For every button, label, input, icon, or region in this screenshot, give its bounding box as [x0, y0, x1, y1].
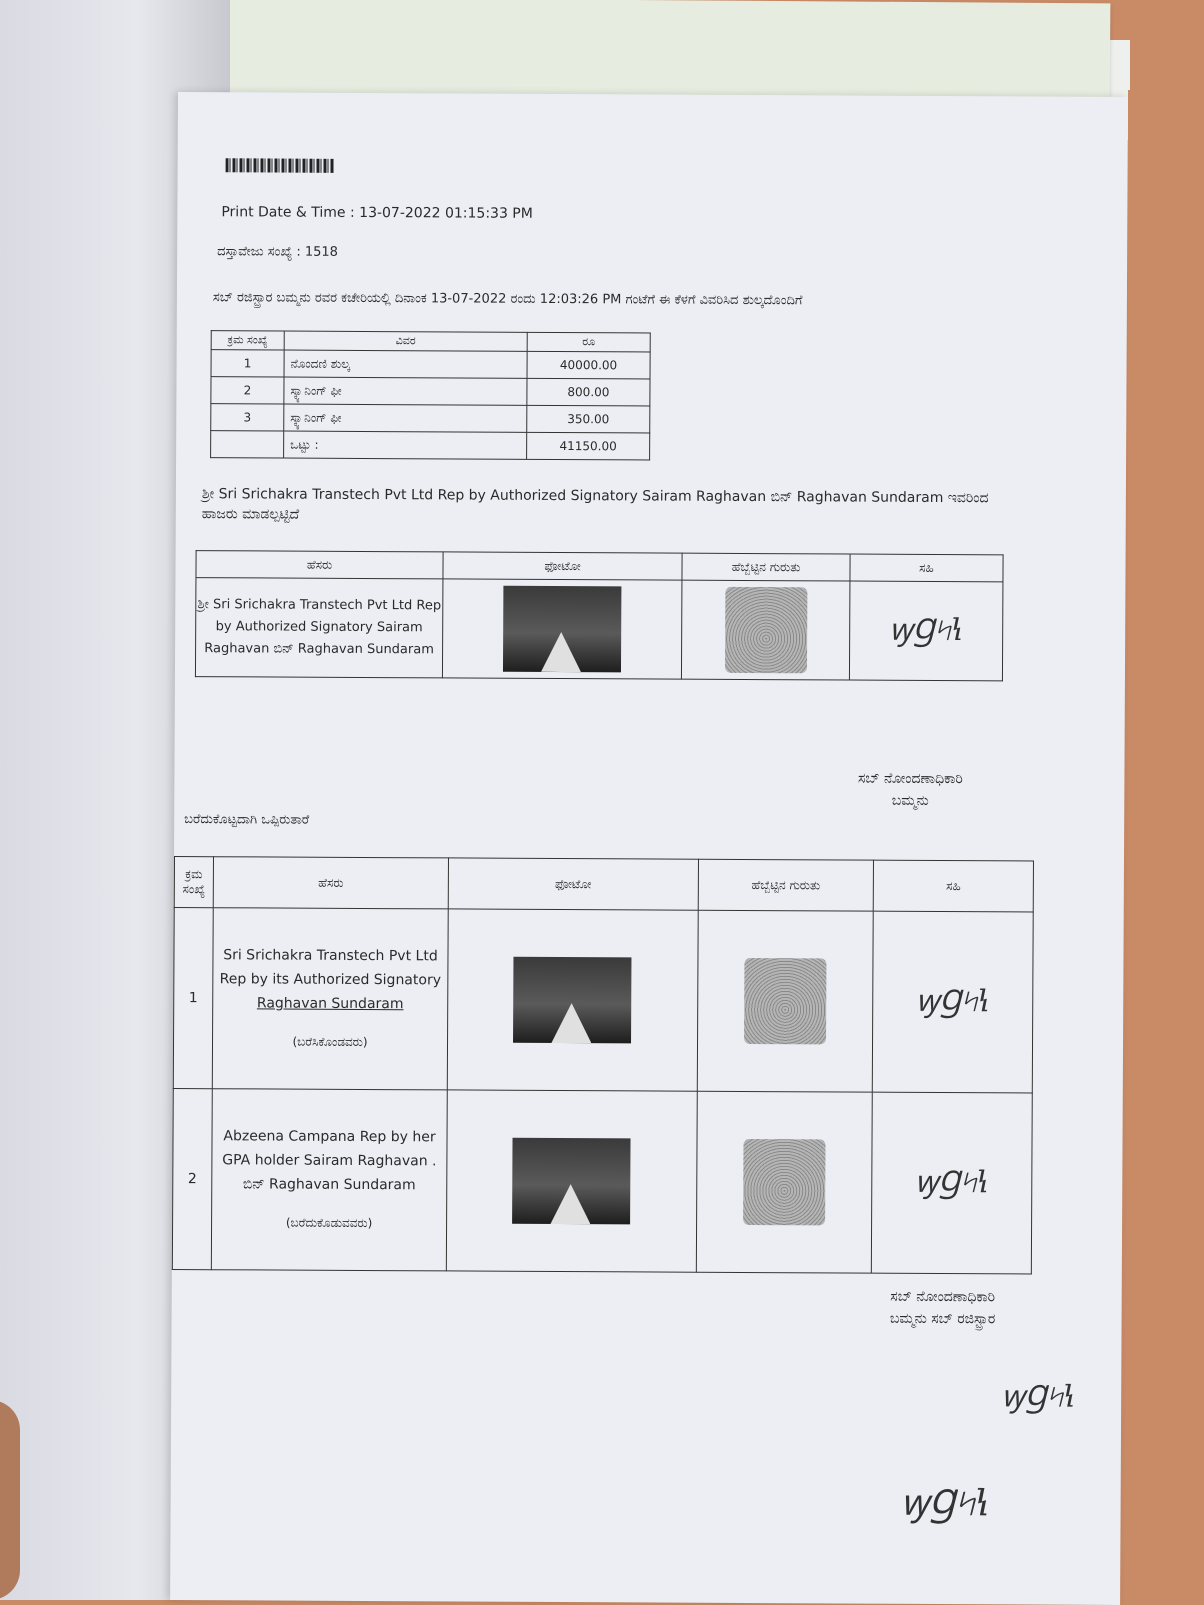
total-label: ಒಟ್ಟು : — [284, 431, 527, 459]
table-row — [211, 404, 650, 433]
presenter-table — [195, 550, 1004, 681]
col-description: ವಿವರ — [284, 331, 527, 351]
table-row — [211, 350, 650, 379]
total-row — [211, 431, 650, 460]
seal-line-1: ಸಬ್ ನೋಂದಣಾಧಿಕಾರಿ — [890, 1288, 996, 1306]
registrar-seal — [810, 767, 1010, 812]
name-line: Sri Srichakra Transtech Pvt Ltd — [223, 947, 438, 965]
total-blank — [211, 431, 284, 458]
col-photo: ಫೋಟೋ — [443, 552, 682, 580]
signature-cell — [872, 911, 1033, 1093]
margin-signature: ꝡꞬ৸ꝇ — [900, 1482, 991, 1525]
col-name: ಹೆಸರು — [213, 857, 448, 909]
presented-by-statement: ಶ್ರೀ Sri Srichakra Transtech Pvt Ltd Rep by Authorized Signatory Sairam Raghavan ಬಿನ್ Raghavan Sundaram ಇವರಿಂದ ಹಾಜರು ಮಾಡಲ್ಪಟ್ಟಿದೆ — [201, 486, 989, 523]
row-description: ಸ್ಕ್ಯಾನಿಂಗ್ ಫೀ — [284, 377, 527, 405]
presenter-name: ಶ್ರೀ Sri Srichakra Transtech Pvt Ltd Rep by Authorized Signatory Sairam Raghavan ಬಿನ್ Raghavan Sundaram — [195, 578, 443, 678]
signature: ꝡꞬ৸ꝇ — [914, 1164, 990, 1200]
photo-cell — [442, 579, 682, 679]
barcode — [226, 158, 334, 173]
presenter-header — [196, 551, 1003, 582]
signature-cell — [872, 1092, 1033, 1274]
table-row — [172, 1088, 1032, 1273]
executed-label: ಬರೆದುಕೊಟ್ಟದಾಗಿ ಒಪ್ಪಿರುತಾರೆ — [184, 812, 310, 828]
name-line: Rep by its Authorized Signatory — [219, 971, 442, 989]
executants-table — [172, 856, 1034, 1274]
table-row — [173, 907, 1033, 1092]
col-name: ಹೆಸರು — [196, 551, 443, 579]
row-amount: 350.00 — [527, 405, 650, 433]
executant-name — [212, 908, 448, 1090]
fee-table-header — [211, 331, 650, 352]
person-photo — [513, 957, 631, 1044]
col-amount: ರೂ — [527, 332, 650, 352]
name-line: Abzeena Campana Rep by her — [223, 1128, 436, 1146]
seal-line-2: ಬಮ್ಮನು ಸಬ್ ರಜಿಸ್ಟ್ರಾರ — [889, 1310, 996, 1328]
thumbprint-cell — [696, 1091, 872, 1273]
total-amount: 41150.00 — [527, 432, 650, 460]
row-amount: 800.00 — [527, 378, 650, 406]
row-number: 1 — [211, 350, 284, 377]
thumbprint-cell — [697, 910, 873, 1092]
seal-line-1: ಸಬ್ ನೋಂದಣಾಧಿಕಾರಿ — [857, 770, 963, 788]
col-signature: ಸಹಿ — [850, 554, 1003, 582]
desk-background — [1128, 90, 1204, 1600]
row-number: 2 — [211, 377, 284, 404]
person-photo — [512, 1138, 630, 1225]
table-row — [195, 578, 1003, 681]
executants-header — [174, 856, 1033, 911]
photo-cell — [447, 909, 698, 1091]
col-serial: ಕ್ರಮ ಸಂಖ್ಯೆ — [211, 331, 284, 350]
row-description: ಸ್ಕ್ಯಾನಿಂಗ್ ಫೀ — [284, 404, 527, 432]
thumbprint-cell — [682, 580, 850, 680]
thumbprint-image — [744, 958, 826, 1044]
document-page — [170, 92, 1128, 1605]
person-photo — [503, 586, 621, 673]
name-line: Raghavan Sundaram — [256, 995, 404, 1013]
fee-table — [210, 330, 651, 460]
col-photo: ಫೋಟೋ — [448, 858, 698, 910]
receipt-statement: ಸಬ್ ರಜಿಸ್ಟ್ರಾರ ಬಮ್ಮನು ರವರ ಕಚೇರಿಯಲ್ಲಿ ದಿನಾಂಕ 13-07-2022 ರಂದು 12:03:26 PM ಗಂಟೆಗೆ ಈ ಕೆಳಗೆ ವಿವರಿಸಿದ ಶುಲ್ಕದೊಂದಿಗೆ — [212, 290, 803, 309]
party-role: (ಬರೆಸಿಕೊಂಡವರು) — [292, 1034, 368, 1050]
thumbprint-image — [725, 587, 807, 673]
signature: ꝡꞬ৸ꝇ — [888, 612, 964, 648]
signature: ꝡꞬ৸ꝇ — [915, 983, 991, 1019]
photo-cell — [446, 1090, 697, 1272]
margin-signature: ꝡꞬ৸ꝇ — [1001, 1379, 1076, 1415]
col-signature: ಸಹಿ — [873, 860, 1033, 912]
party-role: (ಬರೆದುಕೊಡುವವರು) — [285, 1215, 373, 1231]
row-number: 2 — [172, 1088, 212, 1269]
row-description: ನೊಂದಣಿ ಶುಲ್ಕ — [284, 350, 527, 378]
finger — [0, 1400, 20, 1600]
col-serial: ಕ್ರಮ ಸಂಖ್ಯೆ — [174, 856, 213, 907]
name-line: GPA holder Sairam Raghavan . — [222, 1152, 437, 1170]
registrar-seal — [838, 1285, 1048, 1330]
row-amount: 40000.00 — [527, 351, 650, 379]
name-line: ಬಿನ್ Raghavan Sundaram — [242, 1176, 416, 1194]
signature-cell — [849, 581, 1003, 681]
row-number: 3 — [211, 404, 284, 431]
document-number: ದಸ್ತಾವೇಜು ಸಂಖ್ಯೆ : 1518 — [217, 244, 338, 260]
col-thumbprint: ಹೆಬ್ಬೆಟ್ಟಿನ ಗುರುತು — [682, 553, 850, 581]
col-thumbprint: ಹೆಬ್ಬೆಟ್ಟಿನ ಗುರುತು — [698, 859, 874, 911]
executant-name — [211, 1089, 447, 1271]
print-date: Print Date & Time : 13-07-2022 01:15:33 PM — [221, 204, 533, 222]
table-row — [211, 377, 650, 406]
row-number: 1 — [173, 907, 213, 1088]
thumbprint-image — [743, 1139, 825, 1225]
seal-line-2: ಬಮ್ಮನು — [891, 792, 929, 809]
